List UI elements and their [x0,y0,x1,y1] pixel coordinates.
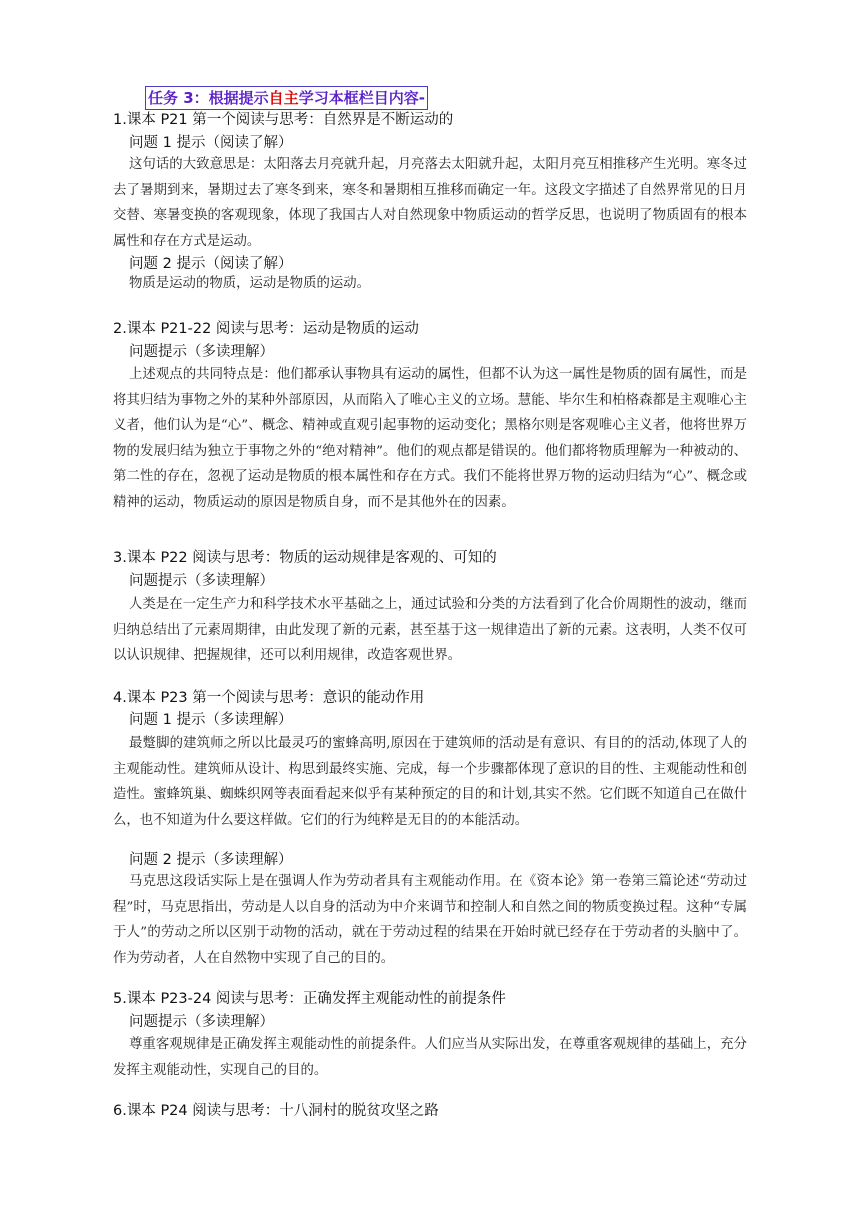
task-title-box [145,86,428,110]
task-title-highlight: 自主 [268,89,299,107]
section-heading: 2.课本 P21-22 阅读与思考：运动是物质的运动 [113,321,419,337]
answer-paragraph: 人类是在一定生产力和科学技术水平基础之上，通过试验和分类的方法看到了化合价周期性的波动，继而归纳总结出了元素周期律，由此发现了新的元素，甚至基于这一规律造出了新的元素。这表明，人类不仅可以认识规律、把握规律，还可以利用规律，改造客观世界。 [113,597,747,663]
question-label: 问题提示（多读理解） [129,1014,274,1030]
question-label: 问题 1 提示（多读理解） [129,712,293,728]
section-heading: 4.课本 P23 第一个阅读与思考：意识的能动作用 [113,690,425,706]
answer-paragraph: 马克思这段话实际上是在强调人作为劳动者具有主观能动作用。在《资本论》第一卷第三篇论述“劳动过程”时，马克思指出，劳动是人以自身的活动为中介来调节和控制人和自然之间的物质变换过程。这种“专属于人”的劳动之所以区别于动物的活动，就在于劳动过程的结果在开始时就已经存在于劳动者的头脑中了。作为劳动者，人在自然物中实现了自己的目的。 [113,874,747,966]
answer-paragraph: 上述观点的共同特点是：他们都承认事物具有运动的属性，但都不认为这一属性是物质的固有属性，而是将其归结为事物之外的某种外部原因，从而陷入了唯心主义的立场。慧能、毕尔生和柏格森都是主观唯心主义者，他们认为是“心”、概念、精神或直观引起事物的运动变化；黑格尔则是客观唯心主义者，他将世界万物的发展归结为独立于事物之外的“绝对精神”。他们的观点都是错误的。他们都将物质理解为一种被动的、第二性的存在，忽视了运动是物质的根本属性和存在方式。我们不能将世界万物的运动归结为“心”、概念或精神的运动，物质运动的原因是物质自身，而不是其他外在的因素。 [113,367,747,510]
question-label: 问题 2 提示（阅读了解） [129,256,293,272]
answer-paragraph: 最蹩脚的建筑师之所以比最灵巧的蜜蜂高明,原因在于建筑师的活动是有意识、有目的的活动,体现了人的主观能动性。建筑师从设计、构思到最终实施、完成，每一个步骤都体现了意识的目的性、主观能动性和创造性。蜜蜂筑巢、蜘蛛织网等表面看起来似乎有某种预定的目的和计划,其实不然。它们既不知道自己在做什么，也不知道为什么要这样做。它们的行为纯粹是无目的的本能活动。 [113,736,747,828]
section-heading: 3.课本 P22 阅读与思考：物质的运动规律是客观的、可知的 [113,550,497,566]
question-label: 问题提示（多读理解） [129,344,274,360]
question-label: 问题提示（多读理解） [129,573,274,589]
answer-paragraph: 这句话的大致意思是：太阳落去月亮就升起，月亮落去太阳就升起，太阳月亮互相推移产生光明。寒冬过去了暑期到来，暑期过去了寒冬到来，寒冬和暑期相互推移而确定一年。这段文字描述了自然界常见的日月交替、寒暑变换的客观现象，体现了我国古人对自然现象中物质运动的哲学反思，也说明了物质固有的根本属性和存在方式是运动。 [113,157,747,249]
question-label: 问题 1 提示（阅读了解） [129,135,293,151]
section-heading: 5.课本 P23-24 阅读与思考：正确发挥主观能动性的前提条件 [113,991,506,1007]
answer-paragraph: 物质是运动的物质，运动是物质的运动。 [129,276,371,291]
section-heading: 6.课本 P24 阅读与思考：十八洞村的脱贫攻坚之路 [113,1103,439,1119]
answer-paragraph: 尊重客观规律是正确发挥主观能动性的前提条件。人们应当从实际出发，在尊重客观规律的基础上，充分发挥主观能动性，实现自己的目的。 [113,1037,747,1078]
task-title-prefix: 任务 3：根据提示 [148,89,269,107]
task-title-suffix: 学习本框栏目内容- [298,89,425,107]
section-heading: 1.课本 P21 第一个阅读与思考：自然界是不断运动的 [113,112,454,128]
question-label: 问题 2 提示（多读理解） [129,852,293,868]
